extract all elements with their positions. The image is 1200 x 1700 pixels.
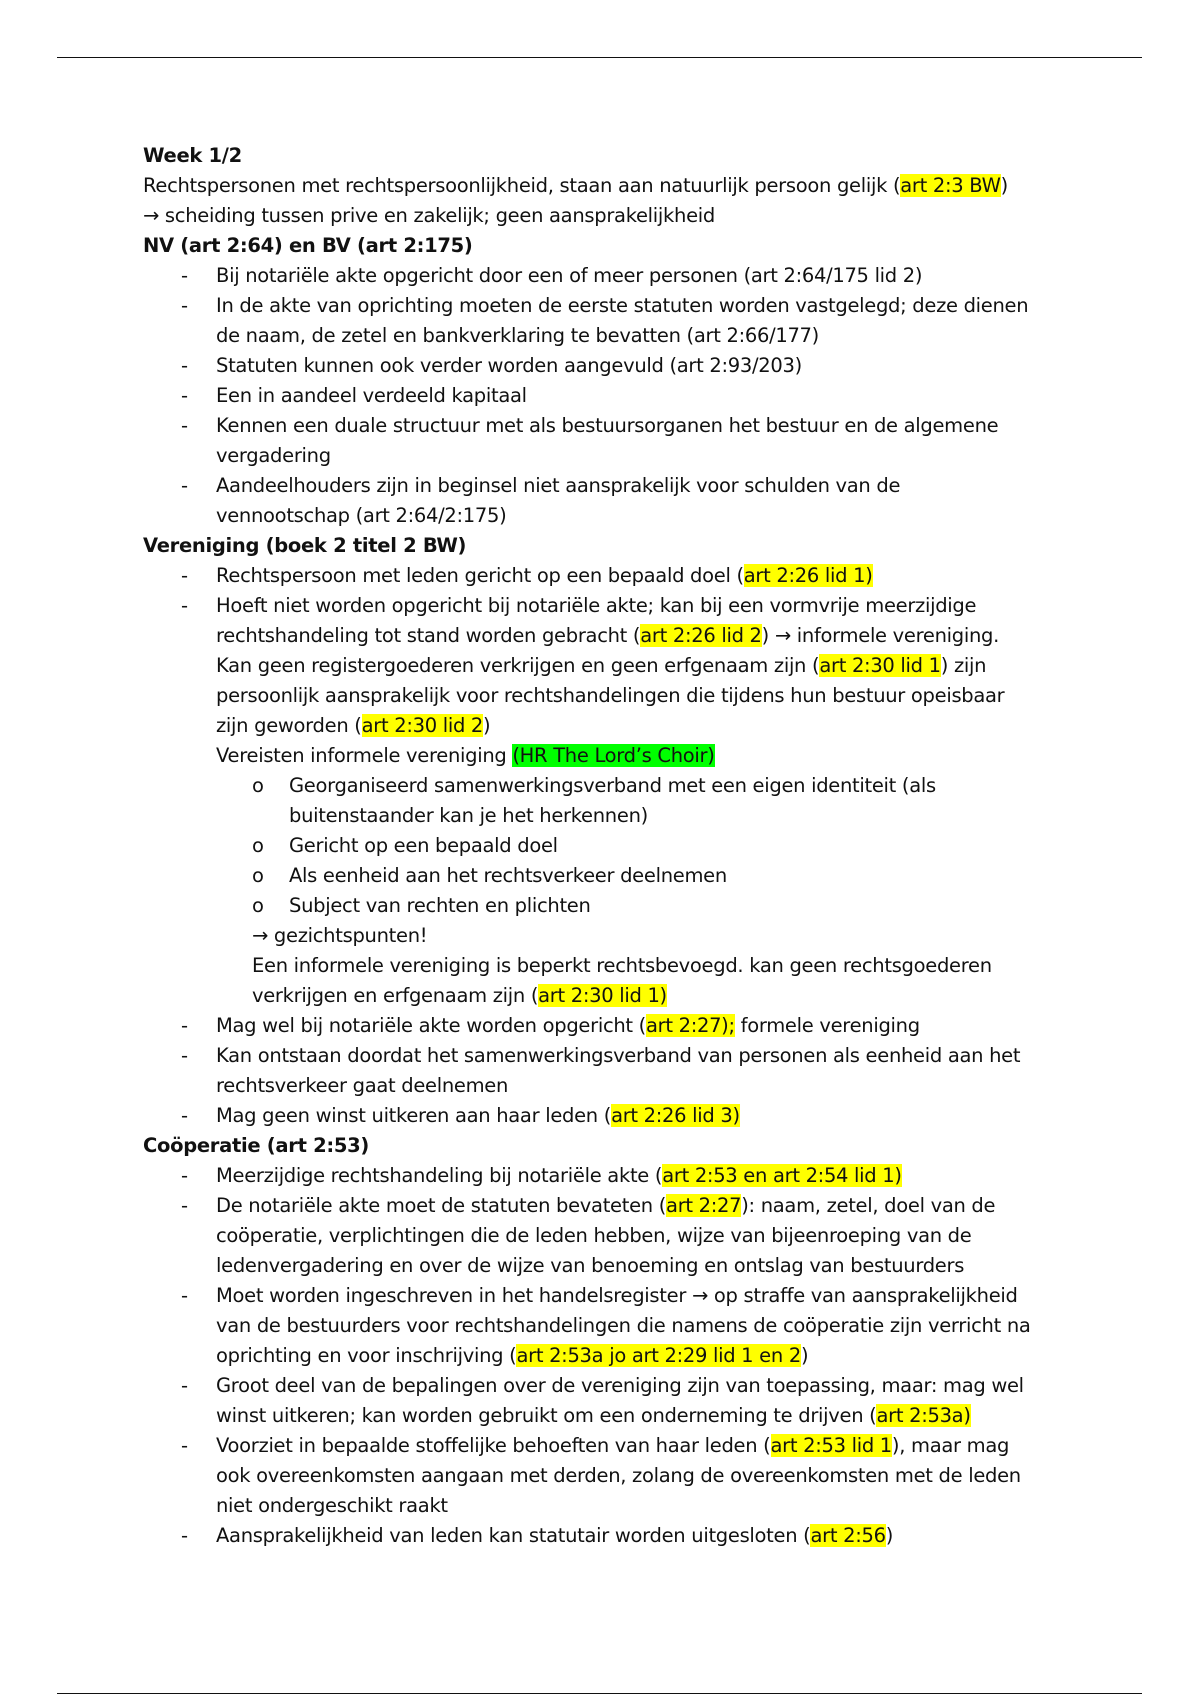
bullet-continuation bbox=[143, 1251, 1143, 1281]
section-heading bbox=[143, 1131, 1143, 1161]
text-segment: In de akte van oprichting moeten de eerste statuten worden vastgelegd; deze dienen bbox=[216, 294, 1029, 317]
sub-note-line bbox=[143, 921, 1143, 951]
bullet-item bbox=[143, 561, 1143, 591]
bullet-item bbox=[143, 1521, 1143, 1551]
text-segment: buitenstaander kan je het herkennen) bbox=[289, 804, 648, 827]
bullet-continuation bbox=[143, 501, 1143, 531]
text-segment: coöperatie, verplichtingen die de leden hebben, wijze van bijeenroeping van de bbox=[216, 1224, 972, 1247]
bullet-item bbox=[143, 1161, 1143, 1191]
section-heading bbox=[143, 141, 1143, 171]
text-segment: Georganiseerd samenwerkingsverband met een eigen identiteit (als bbox=[289, 774, 936, 797]
text-segment: Aansprakelijkheid van leden kan statutair worden uitgesloten ( bbox=[216, 1524, 811, 1547]
text-segment: Moet worden ingeschreven in het handelsregister → op straffe van aansprakelijkheid bbox=[216, 1284, 1018, 1307]
text-segment: vergadering bbox=[216, 444, 331, 467]
bullet-item bbox=[143, 291, 1143, 321]
bullet-continuation bbox=[143, 1071, 1143, 1101]
text-segment: Kennen een duale structuur met als bestuursorganen het bestuur en de algemene bbox=[216, 414, 999, 437]
bullet-item bbox=[143, 411, 1143, 441]
bullet-item bbox=[143, 1191, 1143, 1221]
bullet-item bbox=[143, 1371, 1143, 1401]
highlighted-reference: art 2:30 lid 1 bbox=[819, 654, 941, 677]
bullet-continuation bbox=[143, 1491, 1143, 1521]
highlighted-reference: art 2:26 lid 3) bbox=[611, 1104, 740, 1127]
section-heading bbox=[143, 231, 1143, 261]
bullet-continuation bbox=[143, 1341, 1143, 1371]
text-segment: Mag wel bij notariële akte worden opgericht ( bbox=[216, 1014, 646, 1037]
bullet-continuation bbox=[143, 711, 1143, 741]
text-segment: Week 1/2 bbox=[143, 144, 242, 167]
text-segment: Groot deel van de bepalingen over de vereniging zijn van toepassing, maar: mag wel bbox=[216, 1374, 1024, 1397]
text-segment: ) bbox=[483, 714, 491, 737]
text-segment: Mag geen winst uitkeren aan haar leden ( bbox=[216, 1104, 612, 1127]
text-segment: Voorziet in bepaalde stoffelijke behoeften van haar leden ( bbox=[216, 1434, 771, 1457]
bullet-continuation bbox=[143, 621, 1143, 651]
text-segment: Vereisten informele vereniging bbox=[216, 744, 513, 767]
text-segment: Een in aandeel verdeeld kapitaal bbox=[216, 384, 527, 407]
highlighted-reference: art 2:53a) bbox=[876, 1404, 971, 1427]
highlighted-reference: art 2:53 en art 2:54 lid 1) bbox=[662, 1164, 902, 1187]
text-segment: ), maar mag bbox=[891, 1434, 1010, 1457]
text-segment: zijn geworden ( bbox=[216, 714, 362, 737]
text-segment: ) bbox=[885, 1524, 893, 1547]
text-segment: Kan geen registergoederen verkrijgen en geen erfgenaam zijn ( bbox=[216, 654, 820, 677]
text-segment: verkrijgen en erfgenaam zijn ( bbox=[252, 984, 539, 1007]
text-segment: Coöperatie (art 2:53) bbox=[143, 1134, 369, 1157]
bullet-item bbox=[143, 1041, 1143, 1071]
bullet-item bbox=[143, 351, 1143, 381]
highlighted-reference: art 2:53 lid 1 bbox=[770, 1434, 892, 1457]
sub-note-line bbox=[143, 981, 1143, 1011]
bullet-continuation bbox=[143, 741, 1143, 771]
sub-bullet-item bbox=[143, 771, 1143, 801]
bullet-item bbox=[143, 1101, 1143, 1131]
highlighted-reference: art 2:26 lid 1) bbox=[743, 564, 873, 587]
text-segment: de naam, de zetel en bankverklaring te bevatten (art 2:66/177) bbox=[216, 324, 819, 347]
sub-bullet-continuation bbox=[143, 801, 1143, 831]
highlighted-case: (HR The Lord’s Choir) bbox=[512, 744, 715, 767]
highlighted-reference: art 2:53a jo art 2:29 lid 1 en 2 bbox=[516, 1344, 801, 1367]
highlighted-reference: art 2:30 lid 2 bbox=[361, 714, 484, 737]
bullet-item bbox=[143, 261, 1143, 291]
text-segment: vennootschap (art 2:64/2:175) bbox=[216, 504, 507, 527]
bullet-item bbox=[143, 1431, 1143, 1461]
header-rule bbox=[57, 57, 1142, 58]
bullet-continuation bbox=[143, 1221, 1143, 1251]
bullet-continuation bbox=[143, 651, 1143, 681]
document-body bbox=[143, 141, 1143, 1551]
sub-bullet-item bbox=[143, 861, 1143, 891]
text-segment: winst uitkeren; kan worden gebruikt om een onderneming te drijven ( bbox=[216, 1404, 877, 1427]
bullet-continuation bbox=[143, 681, 1143, 711]
section-heading bbox=[143, 531, 1143, 561]
text-segment: ledenvergadering en over de wijze van benoeming en ontslag van bestuurders bbox=[216, 1254, 965, 1277]
sub-bullet-item bbox=[143, 831, 1143, 861]
text-segment: niet ondergeschikt raakt bbox=[216, 1494, 448, 1517]
text-segment: Als eenheid aan het rechtsverkeer deelnemen bbox=[289, 864, 727, 887]
bullet-item bbox=[143, 381, 1143, 411]
highlighted-reference: art 2:56 bbox=[810, 1524, 886, 1547]
highlighted-reference: art 2:27); bbox=[645, 1014, 735, 1037]
bullet-item bbox=[143, 471, 1143, 501]
text-segment: ) → informele vereniging. bbox=[761, 624, 999, 647]
text-segment: Een informele vereniging is beperkt rechtsbevoegd. kan geen rechtsgoederen bbox=[252, 954, 992, 977]
text-segment: ) bbox=[800, 1344, 809, 1367]
highlighted-reference: art 2:26 lid 2 bbox=[640, 624, 762, 647]
text-segment: De notariële akte moet de statuten bevateten ( bbox=[216, 1194, 667, 1217]
text-segment: Hoeft niet worden opgericht bij notariële akte; kan bij een vormvrije meerzijdige bbox=[216, 594, 977, 617]
text-segment: NV (art 2:64) en BV (art 2:175) bbox=[143, 234, 473, 257]
sub-note-line bbox=[143, 951, 1143, 981]
bullet-continuation bbox=[143, 321, 1143, 351]
text-segment: Subject van rechten en plichten bbox=[289, 894, 591, 917]
text-segment: → gezichtspunten! bbox=[252, 924, 428, 947]
text-line bbox=[143, 201, 1143, 231]
bullet-continuation bbox=[143, 1401, 1143, 1431]
text-segment: rechtsverkeer gaat deelnemen bbox=[216, 1074, 509, 1097]
text-segment: Aandeelhouders zijn in beginsel niet aansprakelijk voor schulden van de bbox=[216, 474, 901, 497]
text-segment: ) bbox=[1000, 174, 1008, 197]
text-segment: rechtshandeling tot stand worden gebracht ( bbox=[216, 624, 641, 647]
text-segment: ) zijn bbox=[940, 654, 987, 677]
text-segment: oprichting en voor inschrijving ( bbox=[216, 1344, 517, 1367]
bullet-continuation bbox=[143, 1311, 1143, 1341]
bullet-continuation bbox=[143, 441, 1143, 471]
text-segment: formele vereniging bbox=[734, 1014, 920, 1037]
text-segment: Meerzijdige rechtshandeling bij notariële akte ( bbox=[216, 1164, 663, 1187]
text-segment: Statuten kunnen ook verder worden aangevuld (art 2:93/203) bbox=[216, 354, 802, 377]
sub-bullet-item bbox=[143, 891, 1143, 921]
highlighted-reference: art 2:30 lid 1) bbox=[538, 984, 667, 1007]
footer-rule bbox=[57, 1693, 1142, 1694]
bullet-continuation bbox=[143, 1461, 1143, 1491]
bullet-item bbox=[143, 1281, 1143, 1311]
highlighted-reference: art 2:3 BW bbox=[900, 174, 1001, 197]
text-segment: Rechtspersonen met rechtspersoonlijkheid, staan aan natuurlijk persoon gelijk ( bbox=[143, 174, 901, 197]
text-line bbox=[143, 171, 1143, 201]
text-segment: ): naam, zetel, doel van de bbox=[741, 1194, 996, 1217]
highlighted-reference: art 2:27 bbox=[666, 1194, 742, 1217]
text-segment: ook overeenkomsten aangaan met derden, zolang de overeenkomsten met de leden bbox=[216, 1464, 1021, 1487]
bullet-item bbox=[143, 591, 1143, 621]
text-segment: Rechtspersoon met leden gericht op een bepaald doel ( bbox=[216, 564, 744, 587]
text-segment: van de bestuurders voor rechtshandelingen die namens de coöperatie zijn verricht na bbox=[216, 1314, 1031, 1337]
bullet-item bbox=[143, 1011, 1143, 1041]
text-segment: persoonlijk aansprakelijk voor rechtshandelingen die tijdens hun bestuur opeisbaar bbox=[216, 684, 1005, 707]
text-segment: → scheiding tussen prive en zakelijk; geen aansprakelijkheid bbox=[143, 204, 715, 227]
text-segment: Bij notariële akte opgericht door een of meer personen (art 2:64/175 lid 2) bbox=[216, 264, 923, 287]
text-segment: Kan ontstaan doordat het samenwerkingsverband van personen als eenheid aan het bbox=[216, 1044, 1021, 1067]
text-segment: Vereniging (boek 2 titel 2 BW) bbox=[143, 534, 467, 557]
text-segment: Gericht op een bepaald doel bbox=[289, 834, 558, 857]
